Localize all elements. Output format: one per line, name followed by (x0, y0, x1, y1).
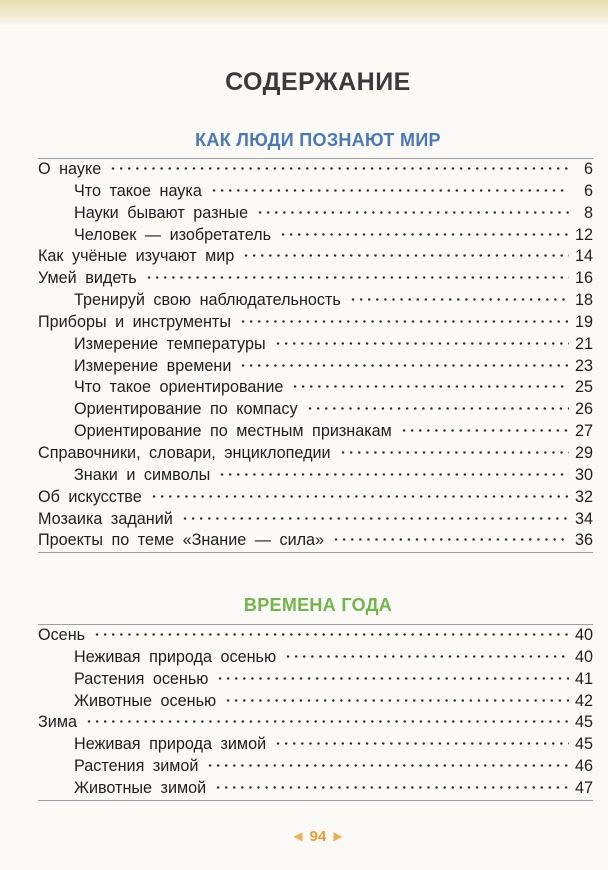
toc-entry-page: 46 (574, 757, 593, 776)
dot-leader (284, 655, 569, 658)
dot-leader (145, 276, 569, 279)
toc-entry-title: Умей видеть (38, 269, 137, 288)
toc-entry-page: 34 (574, 509, 593, 528)
toc-entry-title: Ориентирование по компасу (74, 400, 298, 419)
toc-entry-title: Об искусстве (38, 487, 142, 506)
dot-leader (214, 786, 569, 789)
toc-entry-page: 16 (574, 269, 593, 288)
toc-entry[interactable] (38, 712, 593, 734)
toc-entry-page: 29 (574, 443, 593, 462)
toc-entry-page: 27 (574, 422, 593, 441)
toc-entry-title: Мозаика заданий (38, 509, 173, 528)
dot-leader (274, 342, 569, 345)
toc-entry-page: 23 (574, 356, 593, 375)
toc-entry[interactable] (38, 691, 593, 713)
page-footer (0, 828, 608, 845)
toc-entry-page: 47 (574, 778, 593, 797)
toc-entry-title: Как учёные изучают мир (38, 247, 235, 266)
toc-entry[interactable] (38, 756, 593, 778)
toc-entry[interactable] (38, 312, 593, 334)
toc-entry-page: 42 (574, 691, 593, 710)
dot-leader (239, 320, 569, 323)
toc-entry-title: Измерение температуры (74, 334, 266, 353)
toc-entry-page: 30 (574, 465, 593, 484)
toc-entry[interactable] (38, 159, 593, 181)
top-decorative-band (0, 0, 608, 26)
dot-leader (93, 633, 569, 636)
toc-entry[interactable] (38, 421, 593, 443)
toc-entry[interactable] (38, 246, 593, 268)
toc-entry[interactable] (38, 225, 593, 247)
dot-leader (150, 495, 569, 498)
dot-leader (332, 538, 569, 541)
toc-entry-title: Что такое наука (74, 181, 202, 200)
dot-leader (210, 189, 569, 192)
dot-leader (256, 211, 569, 214)
dot-leader (224, 699, 569, 702)
toc-entry[interactable] (38, 625, 593, 647)
toc-entry-page: 21 (574, 334, 593, 353)
toc-entry-title: Науки бывают разные (74, 203, 249, 222)
toc-entry-title: Зима (38, 713, 77, 732)
dot-leader (274, 742, 569, 745)
toc-entry-title: Проекты по теме «Знание — сила» (38, 531, 325, 550)
toc-entry-page: 41 (574, 669, 593, 688)
toc-entry-page: 45 (574, 713, 593, 732)
toc-entry-page: 45 (574, 735, 593, 754)
toc-entry-page: 12 (574, 225, 593, 244)
toc-entry-page: 40 (574, 626, 593, 644)
toc-entry-title: Человек — изобретатель (74, 225, 272, 244)
toc-entry-page: 36 (574, 531, 593, 550)
toc-entry-page: 26 (574, 400, 593, 419)
toc-entry[interactable] (38, 377, 593, 399)
toc-entry-title: Неживая природа осенью (74, 647, 277, 666)
toc-entry-page: 6 (583, 181, 593, 200)
toc-entry[interactable] (38, 334, 593, 356)
toc-entry-page: 32 (574, 487, 593, 506)
dot-leader (218, 473, 569, 476)
toc-entry[interactable] (38, 443, 593, 465)
dot-leader (239, 364, 569, 367)
toc-entry-page: 40 (574, 647, 593, 666)
toc-entry-title: Приборы и инструменты (38, 312, 231, 331)
next-page-arrow-icon: ▶ (333, 829, 343, 843)
page-number: 94 (309, 828, 327, 845)
toc-entry-title: О науке (38, 160, 102, 178)
dot-leader (291, 385, 569, 388)
toc-entry-page: 18 (574, 291, 593, 310)
toc-entry[interactable] (38, 647, 593, 669)
toc-entry[interactable] (38, 778, 593, 800)
section-title-2: ВРЕМЕНА ГОДА (243, 595, 393, 615)
toc-entry-title: Животные осенью (74, 691, 217, 710)
dot-leader (206, 764, 569, 767)
toc-entry[interactable] (38, 268, 593, 290)
toc-entry-title: Ориентирование по местным признакам (74, 422, 392, 441)
toc-entry[interactable] (38, 181, 593, 203)
toc-entry-page: 8 (583, 203, 593, 222)
toc-entry[interactable] (38, 487, 593, 509)
toc-entry[interactable] (38, 399, 593, 421)
dot-leader (242, 254, 569, 257)
dot-leader (306, 407, 569, 410)
toc-entry-title: Знаки и символы (74, 465, 211, 484)
toc-entry-title: Растения осенью (74, 669, 209, 688)
dot-leader (400, 429, 569, 432)
toc-entry-title: Тренируй свою наблюдательность (74, 291, 341, 310)
toc-entry[interactable] (38, 465, 593, 487)
page-title: СОДЕРЖАНИЕ (225, 68, 411, 96)
toc-entry-title: Справочники, словари, энциклопедии (38, 443, 331, 462)
toc-entry-title: Осень (38, 626, 86, 644)
dot-leader (109, 167, 569, 170)
prev-page-arrow-icon: ◀ (293, 829, 303, 843)
toc-entry-page: 25 (574, 378, 593, 397)
toc-entry-title: Животные зимой (74, 778, 207, 797)
toc-entry-page: 19 (574, 312, 593, 331)
toc-section-1 (38, 158, 593, 553)
section-title-1: КАК ЛЮДИ ПОЗНАЮТ МИР (195, 130, 441, 150)
toc-entry[interactable] (38, 669, 593, 691)
toc-entry-title: Растения зимой (74, 757, 199, 776)
toc-entry-title: Измерение времени (74, 356, 232, 375)
dot-leader (181, 517, 569, 520)
dot-leader (85, 720, 569, 723)
toc-entry-title: Что такое ориентирование (74, 378, 284, 397)
toc-entry[interactable] (38, 356, 593, 378)
toc-entry[interactable] (38, 734, 593, 756)
dot-leader (349, 298, 569, 301)
toc-entry-page: 6 (583, 160, 593, 178)
toc-entry-page: 14 (574, 247, 593, 266)
dot-leader (339, 451, 569, 454)
toc-entry[interactable] (38, 203, 593, 225)
toc-section-2 (38, 624, 593, 801)
dot-leader (279, 233, 569, 236)
toc-entry[interactable] (38, 509, 593, 531)
toc-entry-title: Неживая природа зимой (74, 735, 267, 754)
dot-leader (216, 677, 569, 680)
toc-entry[interactable] (38, 530, 593, 552)
toc-entry[interactable] (38, 290, 593, 312)
